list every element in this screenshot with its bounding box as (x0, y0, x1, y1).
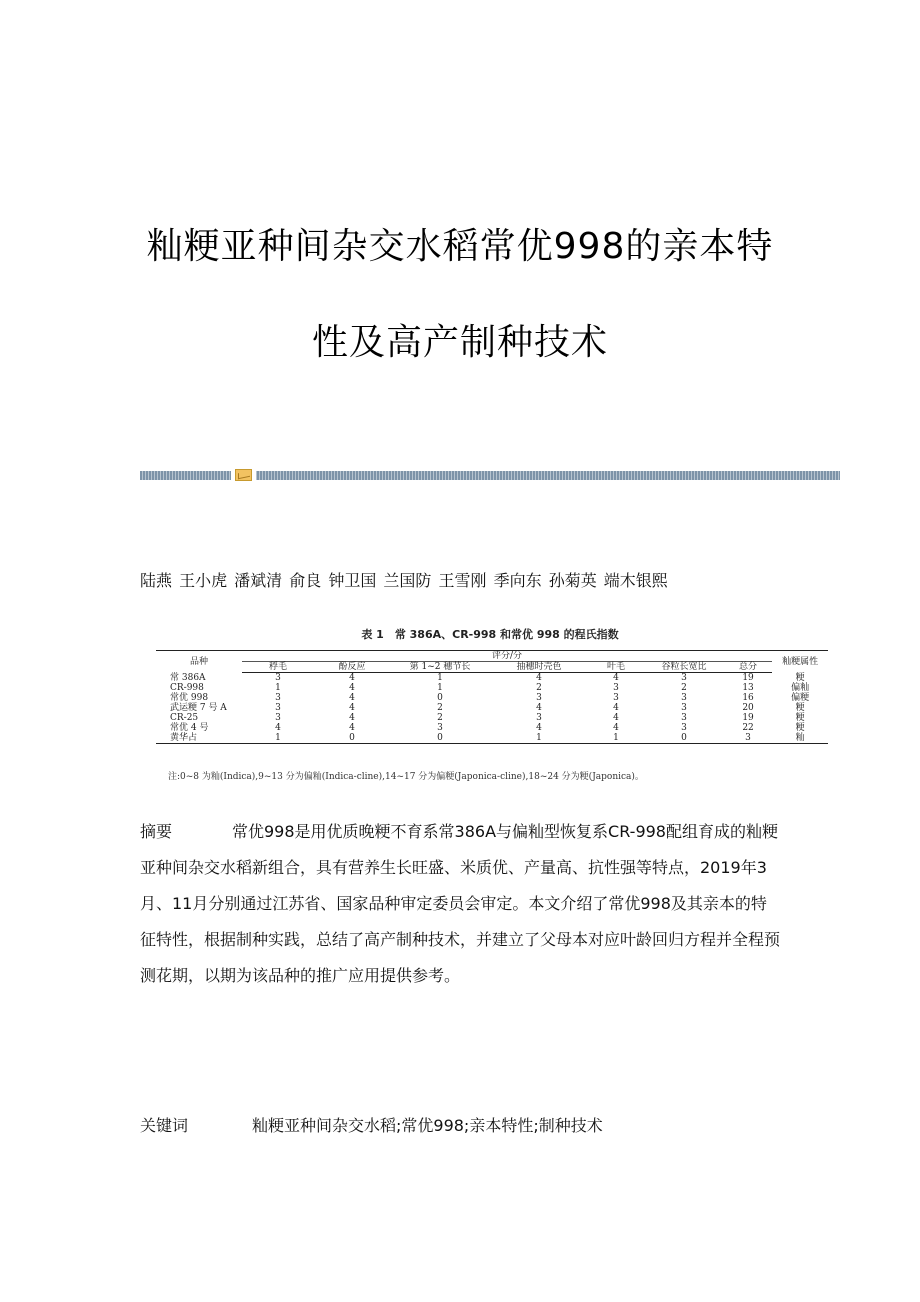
cheng-index-table (156, 650, 828, 744)
score-cell: 0 (390, 733, 490, 744)
score-cell: 3 (536, 713, 542, 723)
score-cell: 3 (437, 723, 443, 733)
score-cell: 3 (275, 693, 281, 703)
table-row (156, 733, 828, 744)
divider-gap-right (252, 469, 256, 482)
table-caption: 表 1 常 386A、CR-998 和常优 998 的程氏指数 (361, 628, 619, 641)
score-cell: 4 (349, 673, 355, 683)
score-cell: 20 (742, 703, 754, 713)
score-cell: 4 (536, 673, 542, 683)
abstract-label: 摘要 (140, 822, 173, 841)
score-cell: 22 (742, 723, 754, 733)
variety-cell: 武运粳 7 号 A (170, 703, 227, 713)
score-cell: 19 (742, 673, 754, 683)
score-cell: 4 (613, 673, 619, 683)
score-cell: 16 (742, 693, 754, 703)
header-col: 稃毛 (242, 662, 314, 673)
header-variety: 品种 (156, 651, 242, 673)
score-cell: 4 (613, 723, 619, 733)
header-col: 酚反应 (314, 662, 390, 673)
header-attribute: 籼粳属性 (772, 651, 828, 673)
score-cell: 4 (349, 703, 355, 713)
variety-cell: 常 386A (170, 672, 206, 683)
score-cell: 3 (681, 693, 687, 703)
table-row (156, 713, 828, 723)
attribute-cell: 偏粳 (791, 693, 810, 703)
score-cell: 2 (437, 703, 443, 713)
paper-title-line-1: 籼粳亚种间杂交水稻常优998的亲本特 (146, 226, 774, 267)
score-table-figure (156, 650, 828, 744)
score-cell: 4 (349, 723, 355, 733)
score-cell: 1 (437, 673, 443, 683)
variety-cell: 黄华占 (156, 733, 242, 744)
variety-cell: CR-998 (170, 683, 204, 693)
score-cell: 2 (536, 683, 542, 693)
score-cell: 3 (613, 683, 619, 693)
table-row (156, 693, 828, 703)
score-cell: 4 (275, 723, 281, 733)
variety-cell: 常优 998 (170, 693, 209, 703)
author-list: 陆燕 王小虎 潘斌清 俞良 钟卫国 兰国防 王雪刚 季向东 孙菊英 端木银熙 (140, 571, 668, 590)
score-cell: 4 (613, 713, 619, 723)
score-cell: 1 (437, 683, 443, 693)
score-cell: 3 (681, 713, 687, 723)
score-cell: 2 (437, 713, 443, 723)
paper-title-line-2: 性及高产制种技术 (311, 322, 608, 363)
envelope-icon (235, 469, 252, 481)
keywords-label: 关键词 (140, 1116, 189, 1135)
score-cell: 3 (275, 673, 281, 683)
score-cell: 3 (536, 693, 542, 703)
attribute-cell: 籼 (772, 733, 828, 744)
header-col: 叶毛 (588, 662, 644, 673)
score-cell: 4 (536, 723, 542, 733)
score-cell: 2 (681, 683, 687, 693)
score-cell: 3 (681, 723, 687, 733)
header-col: 总分 (724, 662, 772, 673)
score-cell: 1 (275, 683, 281, 693)
header-col: 第 1~2 穗节长 (390, 662, 490, 673)
score-cell: 3 (681, 703, 687, 713)
score-cell: 1 (242, 733, 314, 744)
score-cell: 3 (613, 693, 619, 703)
attribute-cell: 粳 (795, 713, 805, 723)
attribute-cell: 偏籼 (791, 683, 810, 693)
score-cell: 3 (275, 703, 281, 713)
table-row (156, 703, 828, 713)
score-cell: 3 (681, 673, 687, 683)
score-cell: 1 (588, 733, 644, 744)
attribute-cell: 粳 (795, 672, 805, 683)
abstract-text: 常优998是用优质晚粳不育系常386A与偏籼型恢复系CR-998配组育成的籼粳亚种间杂交水稻新组合，具有营养生长旺盛、米质优、产量高、抗性强等特点，2019年3月、11月分别通过江苏省、国家品种审定委员会审定。本文介绍了常优998及其亲本的特征特性，根据制种实践，总结了高产制种技术，并建立了父母本对应叶龄回归方程并全程预测花期，以期为该品种的推广应用提供参考。 (140, 822, 781, 985)
score-cell: 1 (490, 733, 588, 744)
table-row (156, 723, 828, 733)
keywords-text: 籼粳亚种间杂交水稻;常优998;亲本特性;制种技术 (252, 1116, 603, 1135)
variety-cell: CR-25 (170, 713, 199, 723)
score-cell: 13 (742, 683, 754, 693)
score-cell: 4 (349, 683, 355, 693)
keywords-section (140, 1108, 780, 1144)
score-cell: 4 (613, 703, 619, 713)
score-cell: 0 (437, 693, 443, 703)
header-score-group: 评分/分 (242, 651, 772, 662)
table-row (156, 673, 828, 684)
attribute-cell: 粳 (795, 723, 805, 733)
attribute-cell: 粳 (795, 703, 805, 713)
table-row (156, 683, 828, 693)
score-cell: 3 (275, 713, 281, 723)
score-cell: 4 (536, 703, 542, 713)
header-col: 谷粒长宽比 (644, 662, 724, 673)
header-col: 抽穗时壳色 (490, 662, 588, 673)
score-cell: 4 (349, 693, 355, 703)
abstract-section (140, 814, 780, 994)
score-cell: 19 (742, 713, 754, 723)
variety-cell: 常优 4 号 (170, 723, 209, 733)
score-cell: 3 (724, 733, 772, 744)
score-cell: 0 (314, 733, 390, 744)
table-note: 注:0~8 为籼(Indica),9~13 分为偏籼(Indica-cline),14~17 分为偏粳(Japonica-cline),18~24 分为粳(Japonica)。 (168, 772, 644, 782)
score-cell: 4 (349, 713, 355, 723)
score-cell: 0 (644, 733, 724, 744)
